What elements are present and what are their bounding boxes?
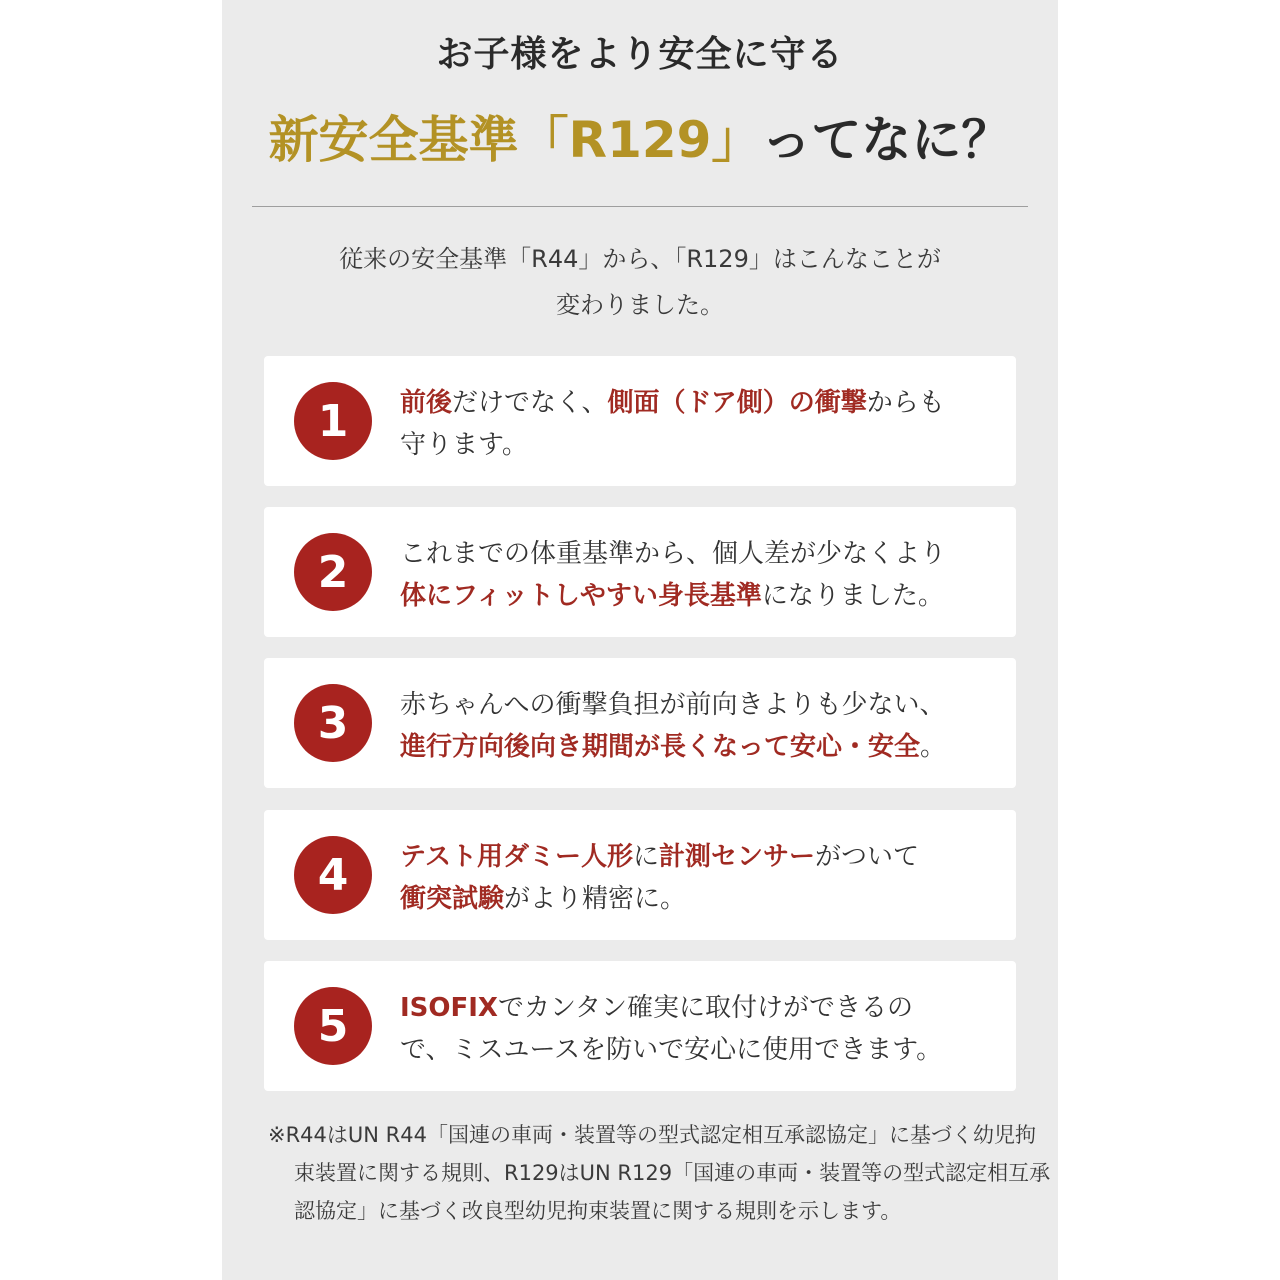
feature-text-line — [400, 575, 1000, 617]
body-text: 守ります。 — [400, 430, 528, 460]
highlight-text: 進行方向後向き期間が長くなって安心・安全 — [400, 732, 921, 762]
footnote: ※R44はUN R44「国連の車両・装置等の型式認定相互承認協定」に基づく幼児拘束装置に関する規則、R129はUN R129「国連の車両・装置等の型式認定相互承認協定」に基づく改良型幼児拘束装置に関する規則を示します。 — [268, 1123, 1051, 1223]
feature-text-line — [400, 1029, 1000, 1071]
feature-card — [264, 658, 1016, 788]
body-text: になりました。 — [761, 581, 944, 611]
feature-text — [400, 836, 1000, 920]
feature-text — [400, 533, 1000, 617]
highlight-text: テスト用ダミー人形 — [400, 842, 633, 872]
page-title — [222, 100, 1058, 172]
intro-line-1: 従来の安全基準「R44」から、「R129」はこんなことが — [339, 245, 941, 273]
body-text: からも — [866, 388, 945, 418]
feature-card — [264, 507, 1016, 637]
body-text: 赤ちゃんへの衝撃負担が前向きよりも少ない、 — [400, 690, 946, 720]
highlight-text: 前後 — [400, 388, 453, 418]
body-text: に — [632, 842, 659, 872]
highlight-text: 衝突試験 — [400, 884, 505, 914]
highlight-text: ISOFIX — [400, 993, 498, 1023]
number-badge: 3 — [294, 684, 372, 762]
feature-text-line — [400, 836, 1000, 878]
highlight-text: 体にフィットしやすい身長基準 — [400, 581, 762, 611]
number-badge: 4 — [294, 836, 372, 914]
feature-text — [400, 382, 1000, 466]
feature-text-line — [400, 684, 1000, 726]
number-badge: 2 — [294, 533, 372, 611]
feature-card — [264, 810, 1016, 940]
feature-text-line — [400, 382, 1000, 424]
feature-text — [400, 987, 1000, 1071]
feature-card — [264, 961, 1016, 1091]
intro-text — [222, 236, 1058, 328]
highlight-text: 計測センサー — [658, 842, 815, 872]
feature-text-line — [400, 987, 1000, 1029]
feature-text-line — [400, 726, 1000, 768]
title-question: ってなに？ — [761, 111, 1012, 169]
feature-text-line — [400, 878, 1000, 920]
divider — [252, 206, 1028, 207]
body-text: で、ミスユースを防いで安心に使用できます。 — [400, 1035, 943, 1065]
highlight-text: 側面（ドア側）の衝撃 — [607, 388, 867, 418]
body-text: 。 — [920, 732, 947, 762]
feature-text-line — [400, 424, 1000, 466]
headline: お子様をより安全に守る — [436, 34, 844, 75]
number-badge: 1 — [294, 382, 372, 460]
body-text: でカンタン確実に取付けができるの — [497, 993, 913, 1023]
number-badge: 5 — [294, 987, 372, 1065]
body-text: がより精密に。 — [504, 884, 687, 914]
title-standard-name: 新安全基準「R129」 — [268, 111, 762, 169]
feature-text-line — [400, 533, 1000, 575]
feature-card — [264, 356, 1016, 486]
body-text: がついて — [815, 842, 920, 872]
feature-text — [400, 684, 1000, 768]
intro-line-2: 変わりました。 — [556, 291, 724, 319]
body-text: これまでの体重基準から、個人差が少なくより — [400, 539, 947, 569]
body-text: だけでなく、 — [452, 388, 608, 418]
content-panel — [222, 0, 1058, 1280]
